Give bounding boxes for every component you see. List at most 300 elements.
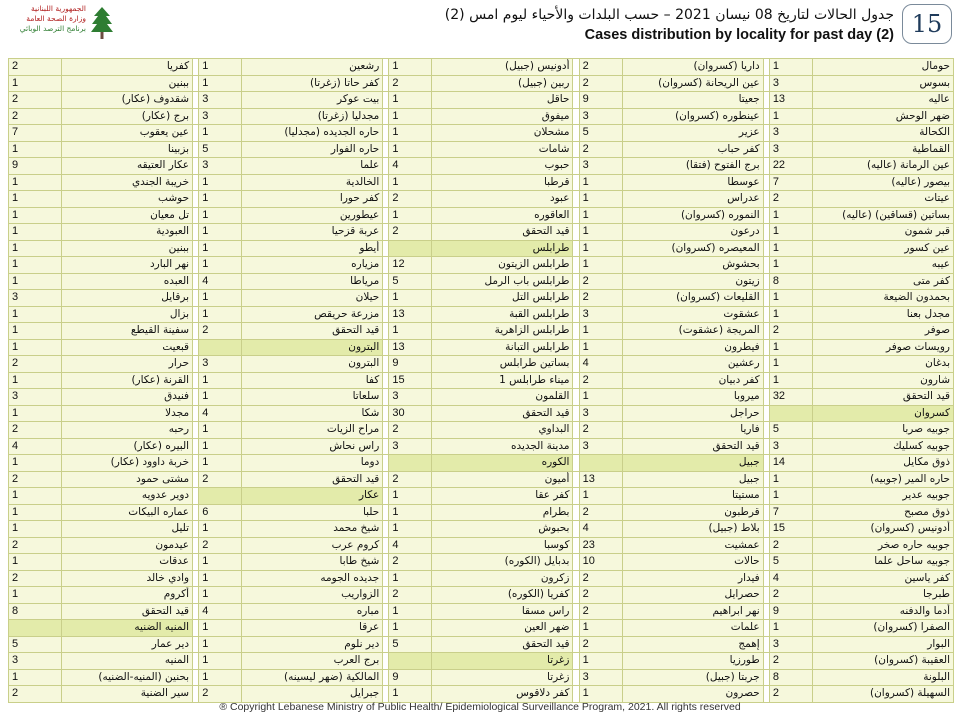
case-count-cell: 2 [769,537,812,554]
locality-name-cell: بزبينا [62,141,193,158]
case-count-cell: 7 [769,174,812,191]
locality-name-cell: داريا (كسروان) [622,59,763,76]
locality-name-cell: كفر عقا [432,488,573,505]
locality-name-cell: قيد التحقق [432,224,573,241]
case-count-cell: 1 [389,521,432,538]
case-count-cell: 3 [579,108,622,125]
case-count-cell: 4 [9,438,62,455]
locality-name-cell: مجدليا (زغرتا) [242,108,383,125]
case-count-cell: 13 [389,306,432,323]
case-count-cell: 3 [9,653,62,670]
locality-name-cell: القرنة (عكار) [62,372,193,389]
case-count-cell: 1 [769,257,812,274]
case-count-cell: 2 [9,422,62,439]
locality-name-cell: راس مسقا [432,603,573,620]
case-count-cell: 6 [199,504,242,521]
locality-name-cell: جديده الجومه [242,570,383,587]
locality-name-cell: أدونيس (كسروان) [812,521,953,538]
locality-name-cell: أكروم [62,587,193,604]
locality-name-cell: حاره الجديده (مجدليا) [242,125,383,142]
locality-name-cell: طرابلس الزيتون [432,257,573,274]
locality-name-cell: البداوي [432,422,573,439]
case-count-cell: 1 [579,389,622,406]
locality-name-cell: مزرعة حريقص [242,306,383,323]
locality-name-cell: مباره [242,603,383,620]
locality-name-cell: طرابلس التل [432,290,573,307]
locality-name-cell: ضهر الوحش [812,108,953,125]
case-count-cell: 1 [199,207,242,224]
case-count-cell: 5 [199,141,242,158]
locality-name-cell: ميفوق [432,108,573,125]
locality-name-cell: عيبه [812,257,953,274]
table-row [9,488,954,505]
case-count-cell: 15 [389,372,432,389]
case-count-cell: 2 [579,141,622,158]
locality-name-cell: قيد التحقق [622,438,763,455]
case-count-cell: 1 [9,455,62,472]
case-count-cell: 1 [389,125,432,142]
table-row [9,339,954,356]
locality-name-cell: جوبيه كسليك [812,438,953,455]
locality-name-cell: القلمون [432,389,573,406]
locality-name-cell: بحشوش [622,257,763,274]
locality-name-cell: المريجة (عشقوت) [622,323,763,340]
locality-name-cell: برج (عكار) [62,108,193,125]
case-count-cell: 2 [579,504,622,521]
case-count-cell: 1 [579,174,622,191]
locality-name-cell: قيد التحقق [62,603,193,620]
locality-name-cell: إهمج [622,636,763,653]
locality-name-cell: رحبه [62,422,193,439]
case-count-cell: 1 [579,257,622,274]
case-count-cell: 1 [579,653,622,670]
locality-name-cell: برج العرب [242,653,383,670]
locality-name-cell: عوسطا [622,174,763,191]
locality-name-cell: راس نحاش [242,438,383,455]
locality-name-cell: شكا [242,405,383,422]
locality-name-cell: البيره (عكار) [62,438,193,455]
locality-name-cell: أيطو [242,240,383,257]
locality-name-cell: البوار [812,636,953,653]
locality-name-cell: حيلان [242,290,383,307]
locality-name-cell: جعيتا [622,92,763,109]
locality-name-cell: دير عمار [62,636,193,653]
case-count-cell: 1 [579,240,622,257]
case-count-cell: 1 [769,356,812,373]
case-count-cell: 3 [579,405,622,422]
locality-name-cell: الخالدية [242,174,383,191]
locality-name-cell: مجدلا [62,405,193,422]
locality-name-cell: عيطورين [242,207,383,224]
case-count-cell: 1 [199,125,242,142]
locality-name-cell: فاريا [622,422,763,439]
case-count-cell: 1 [769,372,812,389]
table-row [9,603,954,620]
locality-name-cell: جوبيه ساحل علما [812,554,953,571]
locality-name-cell: شيخ محمد [242,521,383,538]
locality-name-cell: جوبيه عدير [812,488,953,505]
case-count-cell: 1 [579,224,622,241]
locality-name-cell: مشحلان [432,125,573,142]
case-count-cell: 1 [9,554,62,571]
locality-name-cell: الصفرا (كسروان) [812,620,953,637]
locality-name-cell: العبودية [62,224,193,241]
locality-name-cell: سفينة القيطع [62,323,193,340]
locality-name-cell: المنيه الضنيه [62,620,193,637]
case-count-cell: 1 [9,174,62,191]
table-row [9,686,954,703]
locality-name-cell: جبيل [622,455,763,472]
locality-name-cell: قبعيت [62,339,193,356]
case-count-cell: 3 [579,158,622,175]
case-count-cell: 4 [199,273,242,290]
case-count-cell: 1 [9,323,62,340]
case-count-cell: 2 [579,59,622,76]
case-count-cell: 2 [9,570,62,587]
case-count-cell: 3 [199,92,242,109]
case-count-cell: 3 [769,141,812,158]
case-count-cell: 1 [9,372,62,389]
case-count-cell: 2 [9,92,62,109]
logo-text [6,4,86,34]
table-row [9,257,954,274]
locality-name-cell: حوشب [62,191,193,208]
case-count-cell: 3 [9,290,62,307]
locality-name-cell: حرار [62,356,193,373]
locality-name-cell: قيد التحقق [242,323,383,340]
case-count-cell: 1 [9,488,62,505]
case-count-cell: 1 [199,257,242,274]
table-row [9,521,954,538]
case-count-cell: 1 [389,570,432,587]
table-row [9,471,954,488]
locality-name-cell: كفر حورا [242,191,383,208]
case-count-cell: 30 [389,405,432,422]
locality-name-cell: زغرتا [432,669,573,686]
case-count-cell: 9 [579,92,622,109]
table-row [9,537,954,554]
case-count-cell: 8 [769,273,812,290]
locality-name-cell: زكرون [432,570,573,587]
locality-name-cell: رعشين [622,356,763,373]
case-count-cell: 2 [579,422,622,439]
locality-name-cell: ذوق مصبح [812,504,953,521]
locality-name-cell: شارون [812,372,953,389]
locality-name-cell: كفر متى [812,273,953,290]
case-count-cell: 1 [199,389,242,406]
table-row [9,455,954,472]
locality-name-cell: صوفر [812,323,953,340]
locality-name-cell: درعون [622,224,763,241]
case-count-cell: 1 [9,587,62,604]
locality-name-cell: بحمدون الضيعة [812,290,953,307]
case-count-cell: 1 [9,224,62,241]
case-count-cell: 2 [389,75,432,92]
locality-name-cell: عماره البيكات [62,504,193,521]
case-count-cell: 1 [9,141,62,158]
page-header [0,0,960,56]
locality-name-cell: بساتين طرابلس [432,356,573,373]
case-count-cell: 1 [389,488,432,505]
case-count-cell: 3 [9,389,62,406]
case-count-cell: 1 [199,59,242,76]
locality-name-cell: كفر حاتا (زغرتا) [242,75,383,92]
case-count-cell: 9 [769,603,812,620]
locality-name-cell: بزال [62,306,193,323]
case-count-cell: 2 [389,554,432,571]
locality-name-cell: ربين (جبيل) [432,75,573,92]
title-english: Cases distribution by locality for past day (2) [584,27,894,43]
case-count-cell: 2 [769,323,812,340]
locality-name-cell: رويسات صوفر [812,339,953,356]
case-count-cell: 1 [579,620,622,637]
case-count-cell: 14 [769,455,812,472]
locality-name-cell: شامات [432,141,573,158]
case-count-cell: 2 [199,686,242,703]
case-count-cell: 1 [199,587,242,604]
locality-name-cell: بيصور (عاليه) [812,174,953,191]
case-count-cell: 2 [769,686,812,703]
case-count-cell: 1 [9,306,62,323]
case-count-cell: 1 [769,240,812,257]
case-count-cell: 3 [579,669,622,686]
case-count-cell: 1 [389,174,432,191]
case-count-cell: 3 [389,438,432,455]
case-count-cell: 1 [199,570,242,587]
case-count-cell: 3 [769,125,812,142]
locality-name-cell: الكحالة [812,125,953,142]
locality-name-cell: جوبيه حاره صخر [812,537,953,554]
locality-name-cell: قبر شمون [812,224,953,241]
case-count-cell: 1 [199,174,242,191]
case-count-cell: 1 [769,224,812,241]
locality-name-cell: بحنين (المنيه-الضنيه) [62,669,193,686]
case-count-cell: 7 [9,125,62,142]
locality-name-cell: سلعاتا [242,389,383,406]
case-count-cell: 4 [579,521,622,538]
cases-table [8,58,954,703]
locality-name-cell: البترون [242,356,383,373]
case-count-cell: 1 [199,240,242,257]
case-count-cell: 1 [199,372,242,389]
locality-name-cell: جوبيه صربا [812,422,953,439]
locality-name-cell: جبرايل [242,686,383,703]
locality-name-cell: حاره الفوار [242,141,383,158]
case-count-cell: 1 [9,191,62,208]
case-count-cell: 2 [389,224,432,241]
case-count-cell: 3 [769,75,812,92]
case-count-cell: 4 [389,537,432,554]
table-row [9,587,954,604]
locality-name-cell: ببنين [62,75,193,92]
page-number: 15 [902,4,952,44]
table-row [9,422,954,439]
case-count-cell: 22 [769,158,812,175]
case-count-cell: 1 [199,620,242,637]
locality-name-cell: سير الضنية [62,686,193,703]
table-row [9,240,954,257]
case-count-cell: 2 [199,471,242,488]
locality-name-cell: عبود [432,191,573,208]
locality-name-cell: عدراس [622,191,763,208]
case-count-cell: 2 [389,422,432,439]
table-row [9,570,954,587]
case-count-cell: 1 [9,273,62,290]
case-count-cell: 1 [9,339,62,356]
case-count-cell: 1 [769,306,812,323]
case-count-cell: 1 [579,207,622,224]
locality-name-cell: خربة داوود (عكار) [62,455,193,472]
table-row [9,438,954,455]
locality-name-cell: قيد التحقق [432,405,573,422]
case-count-cell: 2 [389,191,432,208]
locality-name-cell: عشقوت [622,306,763,323]
case-count-cell: 2 [579,603,622,620]
case-count-cell: 5 [389,273,432,290]
table-row [9,59,954,76]
locality-name-cell: عربة قزحيا [242,224,383,241]
locality-name-cell: حصرون [622,686,763,703]
case-count-cell: 1 [579,686,622,703]
case-count-cell: 1 [199,554,242,571]
locality-name-cell: كوسبا [432,537,573,554]
locality-name-cell: مشتى حمود [62,471,193,488]
locality-name-cell: كفا [242,372,383,389]
case-count-cell: 2 [9,59,62,76]
locality-name-cell: مراح الزيات [242,422,383,439]
case-count-cell [389,240,432,257]
case-count-cell: 1 [199,636,242,653]
case-count-cell: 1 [199,224,242,241]
case-count-cell: 3 [579,438,622,455]
case-count-cell: 1 [769,290,812,307]
locality-name-cell: حاره المير (جوبيه) [812,471,953,488]
case-count-cell: 1 [199,521,242,538]
locality-name-cell: عكار العتيقه [62,158,193,175]
case-count-cell: 13 [579,471,622,488]
case-count-cell: 1 [769,620,812,637]
case-count-cell: 1 [389,620,432,637]
cases-table-container [8,58,954,703]
case-count-cell: 1 [199,438,242,455]
locality-name-cell: النموره (كسروان) [622,207,763,224]
case-count-cell: 3 [769,438,812,455]
locality-name-cell: القليعات (كسروان) [622,290,763,307]
locality-name-cell: السهيلة (كسروان) [812,686,953,703]
case-count-cell [579,455,622,472]
case-count-cell: 2 [579,636,622,653]
case-count-cell: 10 [579,554,622,571]
case-count-cell: 2 [579,372,622,389]
table-row [9,273,954,290]
table-row [9,389,954,406]
locality-name-cell: العقيبة (كسروان) [812,653,953,670]
locality-name-cell: طرابلس التبانة [432,339,573,356]
locality-name-cell: كسروان [812,405,953,422]
case-count-cell: 1 [389,686,432,703]
locality-name-cell: بدغان [812,356,953,373]
locality-name-cell: عرقا [242,620,383,637]
case-count-cell: 2 [579,290,622,307]
locality-name-cell: المعيصره (كسروان) [622,240,763,257]
locality-name-cell: عينطوره (كسروان) [622,108,763,125]
case-count-cell: 1 [769,488,812,505]
case-count-cell: 1 [199,191,242,208]
locality-name-cell: مزياره [242,257,383,274]
locality-name-cell: الزواريب [242,587,383,604]
locality-name-cell: بلاط (جبيل) [622,521,763,538]
locality-name-cell: طرابلس [432,240,573,257]
case-count-cell: 9 [389,356,432,373]
locality-name-cell: علمات [622,620,763,637]
logo-line-2: وزارة الصحة العامة [26,14,86,23]
case-count-cell: 4 [769,570,812,587]
case-count-cell: 3 [389,389,432,406]
locality-name-cell: جبيل [622,471,763,488]
locality-name-cell: عين الريحانة (كسروان) [622,75,763,92]
table-row [9,620,954,637]
ministry-logo [6,4,116,44]
copyright-footer: ® Copyright Lebanese Ministry of Public Health/ Epidemiological Surveillance Program, 2021. All rights reserved [219,701,741,713]
case-count-cell: 1 [769,471,812,488]
table-row [9,158,954,175]
case-count-cell: 8 [769,669,812,686]
locality-name-cell: دوما [242,455,383,472]
case-count-cell: 1 [9,207,62,224]
locality-name-cell: ميروبا [622,389,763,406]
case-count-cell: 15 [769,521,812,538]
case-count-cell: 3 [199,158,242,175]
case-count-cell: 9 [9,158,62,175]
locality-name-cell: نهر البارد [62,257,193,274]
case-count-cell: 2 [579,570,622,587]
locality-name-cell: برج الفتوح (فتقا) [622,158,763,175]
case-count-cell: 1 [769,339,812,356]
case-count-cell [769,405,812,422]
locality-name-cell: عاليه [812,92,953,109]
case-count-cell: 2 [9,356,62,373]
locality-name-cell: طرابلس باب الرمل [432,273,573,290]
case-count-cell: 4 [199,603,242,620]
locality-name-cell: شيخ طابا [242,554,383,571]
case-count-cell: 1 [199,422,242,439]
case-count-cell: 1 [389,59,432,76]
locality-name-cell: ذوق مكايل [812,455,953,472]
locality-name-cell: فيطرون [622,339,763,356]
locality-name-cell: أميون [432,471,573,488]
case-count-cell: 1 [389,141,432,158]
locality-name-cell: المنيه [62,653,193,670]
case-count-cell: 13 [769,92,812,109]
locality-name-cell: حصرايل [622,587,763,604]
locality-name-cell: بحبوش [432,521,573,538]
case-count-cell: 1 [769,108,812,125]
case-count-cell: 1 [199,669,242,686]
locality-name-cell: قيد التحقق [242,471,383,488]
logo-line-3: برنامج الترصد الوبائي [19,24,86,33]
case-count-cell: 1 [579,488,622,505]
locality-name-cell: زيتون [622,273,763,290]
title-arabic: جدول الحالات لتاريخ 08 نيسان 2021 – حسب البلدات والأحياء ليوم امس (2) [444,7,894,23]
case-count-cell: 1 [769,207,812,224]
case-count-cell: 3 [769,636,812,653]
locality-name-cell: بدبايل (الكوره) [432,554,573,571]
case-count-cell: 4 [389,158,432,175]
locality-name-cell: رشعين [242,59,383,76]
locality-name-cell: بطرام [432,504,573,521]
case-count-cell: 32 [769,389,812,406]
table-row [9,75,954,92]
